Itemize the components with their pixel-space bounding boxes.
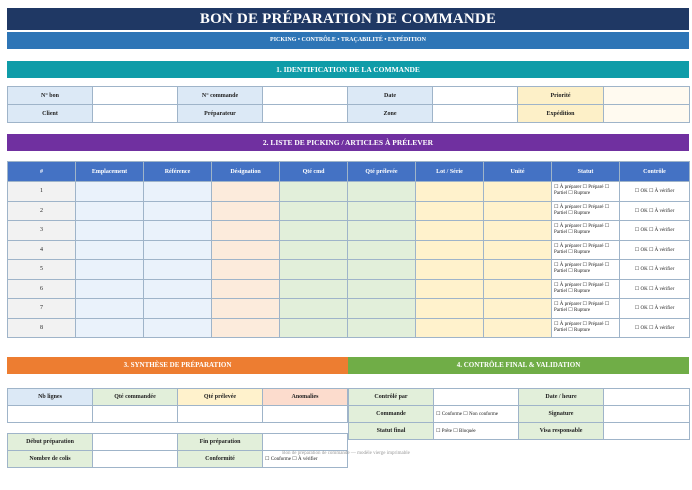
section-summary-title: 3. SYNTHÈSE DE PRÉPARATION <box>7 357 348 374</box>
label-end-prep: Fin préparation <box>178 434 263 451</box>
qty-ordered-field[interactable] <box>93 406 178 423</box>
identification-table <box>7 86 690 123</box>
qty-picked-cell[interactable] <box>348 260 416 280</box>
row-number: 3 <box>8 221 76 241</box>
zone-field[interactable] <box>433 105 518 123</box>
label-bon-number: N° bon <box>8 87 93 105</box>
label-order: Commande <box>349 406 434 423</box>
unit-cell[interactable] <box>484 201 552 221</box>
summary-table <box>7 388 348 423</box>
location-cell[interactable] <box>76 240 144 260</box>
location-cell[interactable] <box>76 221 144 241</box>
lot-serial-cell[interactable] <box>416 201 484 221</box>
status-checkboxes[interactable]: ☐ À préparer ☐ Préparé ☐ Partiel ☐ Rupture <box>552 221 620 241</box>
end-prep-field[interactable] <box>263 434 348 451</box>
location-cell[interactable] <box>76 201 144 221</box>
label-parcel-count: Nombre de colis <box>8 451 93 468</box>
qty-ordered-cell[interactable] <box>280 221 348 241</box>
designation-cell[interactable] <box>212 260 280 280</box>
row-number: 1 <box>8 182 76 202</box>
reference-cell[interactable] <box>144 299 212 319</box>
label-line-count: Nb lignes <box>8 389 93 406</box>
designation-cell[interactable] <box>212 279 280 299</box>
designation-cell[interactable] <box>212 299 280 319</box>
line-count-field[interactable] <box>8 406 93 423</box>
label-signature: Signature <box>519 406 604 423</box>
header-designation: Désignation <box>212 162 280 182</box>
label-priority: Priorité <box>518 87 604 105</box>
anomalies-field[interactable] <box>263 406 348 423</box>
header-lot-serial: Lot / Série <box>416 162 484 182</box>
reference-cell[interactable] <box>144 221 212 241</box>
start-prep-field[interactable] <box>93 434 178 451</box>
label-conformity: Conformité <box>178 451 263 468</box>
location-cell[interactable] <box>76 260 144 280</box>
picking-row <box>8 240 690 260</box>
designation-cell[interactable] <box>212 221 280 241</box>
label-date: Date <box>348 87 433 105</box>
header-unit: Unité <box>484 162 552 182</box>
lot-serial-cell[interactable] <box>416 240 484 260</box>
reference-cell[interactable] <box>144 318 212 338</box>
label-client: Client <box>8 105 93 123</box>
label-qty-ordered: Qté commandée <box>93 389 178 406</box>
header-location: Emplacement <box>76 162 144 182</box>
label-preparer: Préparateur <box>178 105 263 123</box>
shipping-field[interactable] <box>604 105 690 123</box>
label-anomalies: Anomalies <box>263 389 348 406</box>
bon-number-field[interactable] <box>93 87 178 105</box>
client-field[interactable] <box>93 105 178 123</box>
qty-ordered-cell[interactable] <box>280 182 348 202</box>
picking-row <box>8 318 690 338</box>
qty-ordered-cell[interactable] <box>280 279 348 299</box>
qty-ordered-cell[interactable] <box>280 318 348 338</box>
qty-picked-cell[interactable] <box>348 182 416 202</box>
row-number: 8 <box>8 318 76 338</box>
reference-cell[interactable] <box>144 240 212 260</box>
location-cell[interactable] <box>76 279 144 299</box>
qty-picked-cell[interactable] <box>348 201 416 221</box>
reference-cell[interactable] <box>144 201 212 221</box>
control-checkboxes[interactable]: ☐ OK ☐ À vérifier <box>620 240 690 260</box>
qty-picked-cell[interactable] <box>348 221 416 241</box>
lot-serial-cell[interactable] <box>416 260 484 280</box>
label-order-number: N° commande <box>178 87 263 105</box>
qty-picked-field[interactable] <box>178 406 263 423</box>
control-checkboxes[interactable]: ☐ OK ☐ À vérifier <box>620 279 690 299</box>
status-checkboxes[interactable]: ☐ À préparer ☐ Préparé ☐ Partiel ☐ Rupture <box>552 201 620 221</box>
label-shipping: Expédition <box>518 105 604 123</box>
page-title: BON DE PRÉPARATION DE COMMANDE <box>7 8 689 30</box>
control-checkboxes[interactable]: ☐ OK ☐ À vérifier <box>620 201 690 221</box>
final-control-table <box>348 388 690 440</box>
unit-cell[interactable] <box>484 260 552 280</box>
label-qty-picked: Qté prélevée <box>178 389 263 406</box>
lot-serial-cell[interactable] <box>416 318 484 338</box>
status-checkboxes[interactable]: ☐ À préparer ☐ Préparé ☐ Partiel ☐ Rupture <box>552 318 620 338</box>
reference-cell[interactable] <box>144 182 212 202</box>
qty-picked-cell[interactable] <box>348 299 416 319</box>
label-checked-by: Contrôlé par <box>349 389 434 406</box>
qty-ordered-cell[interactable] <box>280 299 348 319</box>
row-number: 7 <box>8 299 76 319</box>
date-field[interactable] <box>433 87 518 105</box>
picking-row <box>8 221 690 241</box>
order-number-field[interactable] <box>263 87 348 105</box>
header-qty-picked: Qté prélevée <box>348 162 416 182</box>
unit-cell[interactable] <box>484 299 552 319</box>
lot-serial-cell[interactable] <box>416 279 484 299</box>
section-final-control-title: 4. CONTRÔLE FINAL & VALIDATION <box>348 357 689 374</box>
reference-cell[interactable] <box>144 279 212 299</box>
label-datetime: Date / heure <box>519 389 604 406</box>
label-manager-approval: Visa responsable <box>519 423 604 440</box>
control-checkboxes[interactable]: ☐ OK ☐ À vérifier <box>620 299 690 319</box>
unit-cell[interactable] <box>484 221 552 241</box>
designation-cell[interactable] <box>212 182 280 202</box>
row-number: 4 <box>8 240 76 260</box>
header-qty-ordered: Qté cmd <box>280 162 348 182</box>
status-checkboxes[interactable]: ☐ À préparer ☐ Préparé ☐ Partiel ☐ Rupture <box>552 299 620 319</box>
picking-row <box>8 201 690 221</box>
qty-picked-cell[interactable] <box>348 318 416 338</box>
lot-serial-cell[interactable] <box>416 299 484 319</box>
page-subtitle: PICKING • CONTRÔLE • TRAÇABILITÉ • EXPÉDITION <box>7 32 689 49</box>
footer-note: Bon de préparation de commande — modèle vierge imprimable <box>282 451 410 456</box>
header-control: Contrôle <box>620 162 690 182</box>
header-number: # <box>8 162 76 182</box>
status-checkboxes[interactable]: ☐ À préparer ☐ Préparé ☐ Partiel ☐ Rupture <box>552 279 620 299</box>
control-checkboxes[interactable]: ☐ OK ☐ À vérifier <box>620 260 690 280</box>
picking-row <box>8 260 690 280</box>
qty-picked-cell[interactable] <box>348 279 416 299</box>
control-checkboxes[interactable]: ☐ OK ☐ À vérifier <box>620 221 690 241</box>
lot-serial-cell[interactable] <box>416 182 484 202</box>
priority-field[interactable] <box>604 87 690 105</box>
reference-cell[interactable] <box>144 260 212 280</box>
control-checkboxes[interactable]: ☐ OK ☐ À vérifier <box>620 318 690 338</box>
section-identification-title: 1. IDENTIFICATION DE LA COMMANDE <box>7 61 689 78</box>
designation-cell[interactable] <box>212 240 280 260</box>
unit-cell[interactable] <box>484 240 552 260</box>
status-checkboxes[interactable]: ☐ À préparer ☐ Préparé ☐ Partiel ☐ Rupture <box>552 182 620 202</box>
designation-cell[interactable] <box>212 201 280 221</box>
qty-ordered-cell[interactable] <box>280 240 348 260</box>
section-picking-title: 2. LISTE DE PICKING / ARTICLES À PRÉLEVER <box>7 134 689 151</box>
control-checkboxes[interactable]: ☐ OK ☐ À vérifier <box>620 182 690 202</box>
row-number: 2 <box>8 201 76 221</box>
preparer-field[interactable] <box>263 105 348 123</box>
status-checkboxes[interactable]: ☐ À préparer ☐ Préparé ☐ Partiel ☐ Rupture <box>552 260 620 280</box>
picking-table <box>7 161 690 338</box>
label-zone: Zone <box>348 105 433 123</box>
row-number: 6 <box>8 279 76 299</box>
location-cell[interactable] <box>76 299 144 319</box>
header-reference: Référence <box>144 162 212 182</box>
conformity-checkboxes[interactable]: ☐ Conforme ☐ À vérifier <box>263 451 348 468</box>
picking-row <box>8 182 690 202</box>
qty-ordered-cell[interactable] <box>280 260 348 280</box>
checked-by-field[interactable] <box>434 389 519 406</box>
unit-cell[interactable] <box>484 279 552 299</box>
qty-ordered-cell[interactable] <box>280 201 348 221</box>
designation-cell[interactable] <box>212 318 280 338</box>
label-final-status: Statut final <box>349 423 434 440</box>
header-status: Statut <box>552 162 620 182</box>
qty-picked-cell[interactable] <box>348 240 416 260</box>
label-start-prep: Début préparation <box>8 434 93 451</box>
signature-field[interactable] <box>604 406 690 423</box>
picking-row <box>8 279 690 299</box>
status-checkboxes[interactable]: ☐ À préparer ☐ Préparé ☐ Partiel ☐ Rupture <box>552 240 620 260</box>
datetime-field[interactable] <box>604 389 690 406</box>
location-cell[interactable] <box>76 182 144 202</box>
row-number: 5 <box>8 260 76 280</box>
final-status-checkboxes[interactable]: ☐ Prête ☐ Bloquée <box>434 423 519 440</box>
lot-serial-cell[interactable] <box>416 221 484 241</box>
location-cell[interactable] <box>76 318 144 338</box>
unit-cell[interactable] <box>484 318 552 338</box>
manager-approval-field[interactable] <box>604 423 690 440</box>
picking-row <box>8 299 690 319</box>
order-conformity-checkboxes[interactable]: ☐ Conforme ☐ Non conforme <box>434 406 519 423</box>
unit-cell[interactable] <box>484 182 552 202</box>
